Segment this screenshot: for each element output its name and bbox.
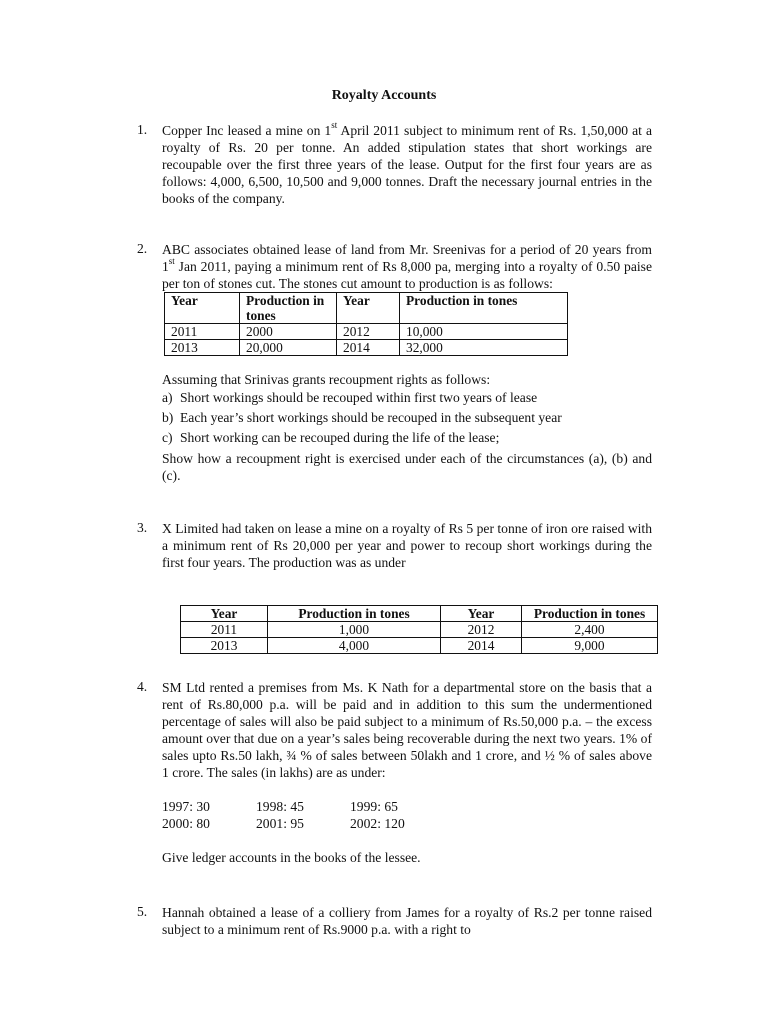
question-closing: Give ledger accounts in the books of the lessee. xyxy=(162,850,421,865)
question-text: ABC associates obtained lease of land from Mr. Sreenivas for a period of 20 years from 1st Jan 2011, paying a minimum rent of Rs 8,000 pa, merging into a royalty of 0.50 paise per ton of stones cut. The stones cut amount to production is as follows: xyxy=(162,242,652,291)
question-2 xyxy=(137,241,652,484)
option-b: b) Each year’s short workings should be recouped in the subsequent year xyxy=(162,410,562,425)
production-table xyxy=(164,292,568,356)
table-row: 2013 20,000 2014 32,000 xyxy=(165,340,568,356)
recoupment-intro: Assuming that Srinivas grants recoupment rights as follows: xyxy=(162,372,491,387)
page-title: Royalty Accounts xyxy=(331,88,437,103)
production-table xyxy=(180,605,658,654)
sales-row: 2000: 80 2001: 95 2002: 120 xyxy=(162,816,405,831)
option-a: a) Short workings should be recouped within first two years of lease xyxy=(162,390,538,405)
table-row: 2011 2000 2012 10,000 xyxy=(165,324,568,340)
question-number: 1. xyxy=(137,122,148,137)
question-text: SM Ltd rented a premises from Ms. K Nath for a departmental store on the basis that a rent of Rs.80,000 p.a. will be paid and in addition to this sum the undermentioned percentage of sales will also be paid subject to a minimum of Rs.50,000 p.a. – the excess amount over that due on a year’s sales being recoverable during the next two years. 1% of sales upto Rs.50 lakh, ¾ % of sales between 50lakh and 1 crore, and ½ % of sales above 1 crore. The sales (in lakhs) are as under: xyxy=(162,680,652,780)
question-text: Hannah obtained a lease of a colliery from James for a royalty of Rs.2 per tonne raised subject to a minimum rent of Rs.9000 p.a. with a right to xyxy=(162,905,652,937)
table-header: Year xyxy=(441,606,522,622)
table-header: Production in tones xyxy=(400,293,568,324)
question-4 xyxy=(137,679,652,866)
table-row: 2011 1,000 2012 2,400 xyxy=(181,622,658,638)
table-header: Year xyxy=(165,293,240,324)
question-text: X Limited had taken on lease a mine on a royalty of Rs 5 per tonne of iron ore raised with a minimum rent of Rs 20,000 per year and power to recoup short workings during the first four years. The production was as under xyxy=(162,521,652,570)
question-3 xyxy=(137,520,652,571)
question-5 xyxy=(137,904,652,938)
table-header: Year xyxy=(337,293,400,324)
sales-list xyxy=(162,798,652,832)
question-number: 2. xyxy=(137,241,148,256)
question-1 xyxy=(137,122,652,207)
question-closing: Show how a recoupment right is exercised under each of the circumstances (a), (b) and (c). xyxy=(162,451,652,483)
table-header: Year xyxy=(181,606,268,622)
table-header: Production in tones xyxy=(522,606,658,622)
question-number: 3. xyxy=(137,520,148,535)
option-c: c) Short working can be recouped during the life of the lease; xyxy=(162,430,500,445)
question-text: Copper Inc leased a mine on 1st April 2011 subject to minimum rent of Rs. 1,50,000 at a royalty of Rs. 20 per tonne. An added stipulation states that short workings are recoupable over the first three years of the lease. Output for the first four years are as follows: 4,000, 6,500, 10,500 and 9,000 tonnes. Draft the necessary journal entries in the books of the company. xyxy=(162,120,652,206)
table-header: Production in tones xyxy=(268,606,441,622)
question-number: 5. xyxy=(137,904,148,919)
table-row: 2013 4,000 2014 9,000 xyxy=(181,638,658,654)
sales-row: 1997: 30 1998: 45 1999: 65 xyxy=(162,799,398,814)
question-number: 4. xyxy=(137,679,148,694)
table-header: Production in tones xyxy=(240,293,337,324)
